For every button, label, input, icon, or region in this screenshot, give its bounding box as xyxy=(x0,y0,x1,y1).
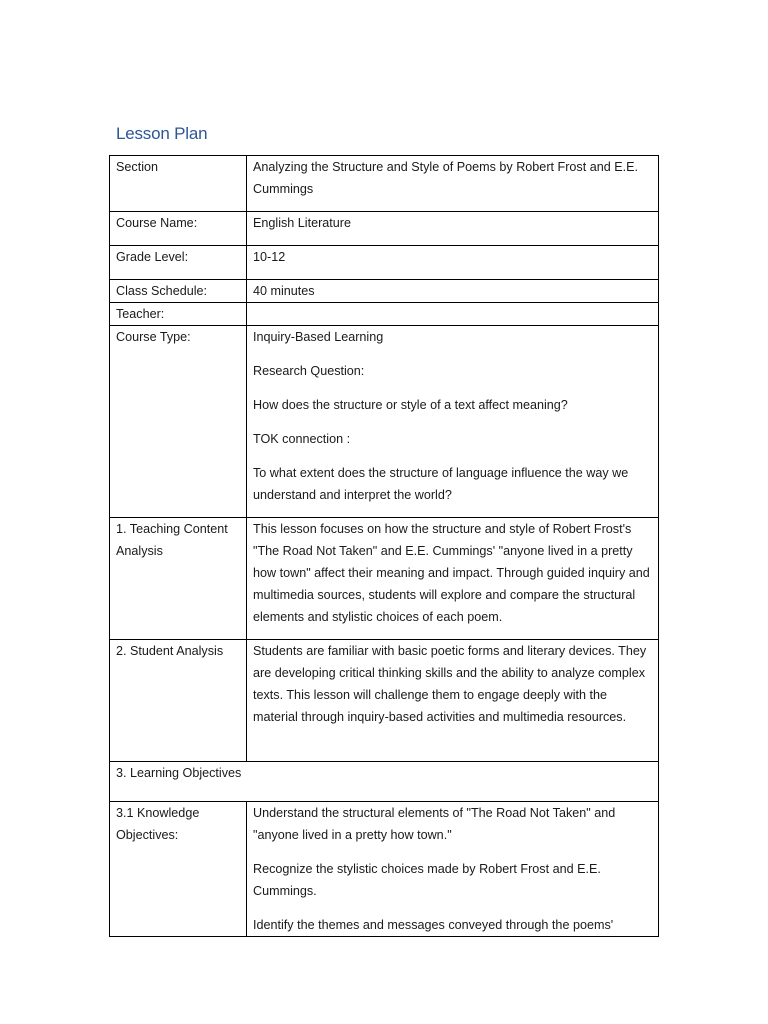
table-row-grade-level xyxy=(110,246,659,280)
table-row-course-name xyxy=(110,212,659,246)
label-learning-objectives: 3. Learning Objectives xyxy=(110,762,659,802)
table-row-learning-objectives xyxy=(110,762,659,802)
course-type-paragraph: Inquiry-Based Learning xyxy=(253,330,384,344)
research-question-heading: Research Question: xyxy=(253,364,365,378)
document-title: Lesson Plan xyxy=(116,124,208,143)
label-course-type: Course Type: xyxy=(110,326,247,518)
table-row-course-type xyxy=(110,326,659,518)
knowledge-objective-item: Recognize the stylistic choices made by Robert Frost and E.E. Cummings. xyxy=(253,862,601,898)
value-student-analysis: Students are familiar with basic poetic forms and literary devices. They are developing critical thinking skills and the ability to analyze complex texts. This lesson will challenge them to engage deeply with the material through inquiry-based activities and multimedia resources. xyxy=(247,640,659,762)
knowledge-objective-item: Understand the structural elements of "The Road Not Taken" and "anyone lived in a pretty how town." xyxy=(253,806,616,842)
label-teaching-content: 1. Teaching Content Analysis xyxy=(110,518,247,640)
label-course-name: Course Name: xyxy=(110,212,247,246)
label-grade-level: Grade Level: xyxy=(110,246,247,280)
table-row-teacher xyxy=(110,303,659,326)
table-row-section xyxy=(110,156,659,212)
value-knowledge-objectives xyxy=(247,802,659,937)
table-row-student-analysis xyxy=(110,640,659,762)
tok-connection-heading: TOK connection : xyxy=(253,432,351,446)
label-student-analysis: 2. Student Analysis xyxy=(110,640,247,762)
table-row-teaching-content xyxy=(110,518,659,640)
research-question-text: How does the structure or style of a text affect meaning? xyxy=(253,398,568,412)
value-course-type xyxy=(247,326,659,518)
label-knowledge-objectives: 3.1 Knowledge Objectives: xyxy=(110,802,247,937)
value-class-schedule: 40 minutes xyxy=(247,280,659,303)
label-class-schedule: Class Schedule: xyxy=(110,280,247,303)
knowledge-objective-item: Identify the themes and messages conveyed through the poems' xyxy=(253,918,614,932)
value-teacher xyxy=(247,303,659,326)
value-grade-level: 10-12 xyxy=(247,246,659,280)
value-section: Analyzing the Structure and Style of Poems by Robert Frost and E.E. Cummings xyxy=(247,156,659,212)
label-section: Section xyxy=(110,156,247,212)
table-row-knowledge-objectives xyxy=(110,802,659,937)
value-course-name: English Literature xyxy=(247,212,659,246)
table-row-class-schedule xyxy=(110,280,659,303)
lesson-plan-table xyxy=(109,155,659,937)
label-teacher: Teacher: xyxy=(110,303,247,326)
tok-connection-text: To what extent does the structure of language influence the way we understand and interpret the world? xyxy=(253,466,629,502)
value-teaching-content: This lesson focuses on how the structure and style of Robert Frost's "The Road Not Taken" and E.E. Cummings' "anyone lived in a pretty how town" affect their meaning and impact. Through guided inquiry and multimedia sources, students will explore and compare the structural elements and stylistic choices of each poem. xyxy=(247,518,659,640)
